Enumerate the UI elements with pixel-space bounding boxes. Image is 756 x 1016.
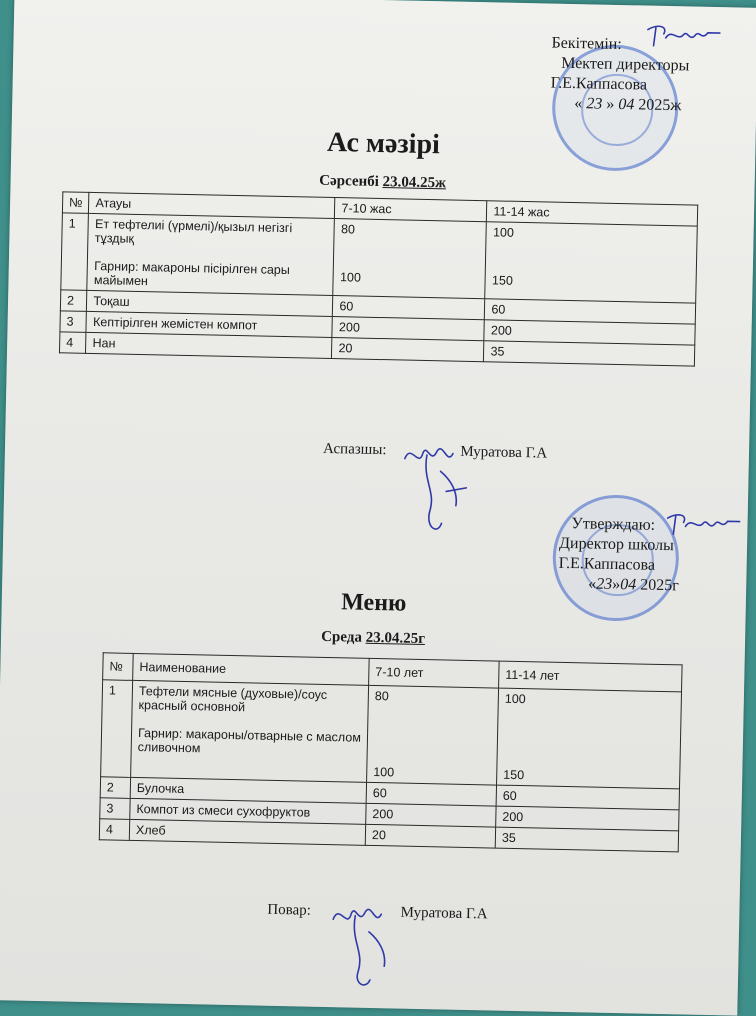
portion-cell: 20	[365, 824, 495, 848]
header-cell: 7-10 жас	[335, 198, 487, 222]
row-number: 1	[101, 680, 133, 778]
portion-cell: 60	[333, 296, 485, 320]
table-row	[101, 680, 682, 789]
header-cell: Атауы	[89, 192, 335, 218]
row-number: 2	[100, 777, 130, 799]
menu-date-kz: Сәрсенбі 23.04.25ж	[319, 172, 447, 192]
row-number: 4	[99, 819, 129, 841]
header-cell: 11-14 жас	[487, 201, 698, 226]
menu-date-ru: Среда 23.04.25г	[321, 628, 426, 648]
row-number: 2	[60, 290, 87, 312]
header-cell: №	[62, 192, 89, 214]
dish-name: Нан	[86, 332, 332, 358]
portion-cell: 100 150	[485, 222, 697, 303]
dish-name: Ет тефтелиі (үрмелі)/қызыл негізгі тұздық Гарнир: макароны пісірілген сары майымен	[87, 213, 335, 295]
approval-name: Г.Е.Каппасова	[558, 554, 656, 574]
approval-date: «23»04 2025г	[588, 575, 679, 595]
menu-title-ru: Меню	[340, 589, 407, 617]
menu-table-ru	[99, 652, 683, 852]
cook-signature	[324, 891, 406, 993]
approval-name: Г.Е.Каппасова	[550, 74, 648, 94]
menu-title-kz: Ас мәзірі	[326, 126, 441, 161]
portion-cell: 80 100	[333, 219, 487, 299]
row-number: 3	[60, 311, 87, 333]
cook-signature	[395, 430, 477, 542]
header-cell: Наименование	[133, 653, 370, 685]
table-row	[61, 213, 697, 303]
portion-cell: 100 150	[497, 688, 682, 789]
dish-name: Тефтели мясные (духовые)/соус красный основной Гарнир: макароны/отварные с маслом сливочном	[131, 680, 369, 782]
portion-cell: 60	[485, 299, 696, 324]
approval-label: Бекітемін:	[551, 34, 622, 54]
row-number: 1	[61, 213, 89, 291]
header-cell: 7-10 лет	[369, 658, 500, 688]
row-number: 4	[59, 332, 86, 354]
approval-block-kz	[550, 34, 690, 117]
cook-line-kz: Аспазшы: Муратова Г.А	[322, 440, 548, 462]
approval-position: Директор школы	[558, 534, 674, 555]
dish-name: Компот из смеси сухофруктов	[130, 798, 366, 824]
dish-name: Хлеб	[129, 819, 365, 845]
approval-label: Утверждаю:	[571, 515, 656, 534]
portion-cell: 35	[484, 341, 695, 366]
row-number: 3	[100, 798, 130, 820]
approval-position: Мектеп директоры	[560, 54, 690, 75]
header-cell: №	[103, 653, 134, 681]
portion-cell: 200	[496, 806, 679, 831]
header-cell: 11-14 лет	[499, 661, 683, 692]
portion-cell: 60	[496, 785, 679, 810]
portion-cell: 60	[366, 782, 496, 806]
portion-cell: 80 100	[367, 685, 499, 785]
portion-cell: 20	[332, 338, 484, 362]
portion-cell: 200	[366, 803, 496, 827]
menu-table-kz	[59, 191, 698, 366]
approval-block-ru	[558, 514, 680, 597]
dish-name: Булочка	[130, 777, 366, 803]
portion-cell: 200	[332, 317, 484, 341]
dish-name: Тоқаш	[87, 290, 333, 316]
approval-date: « 23 » 04 2025ж	[574, 95, 682, 115]
dish-name: Кептірілген жемістен компот	[86, 311, 332, 337]
cook-line-ru: Повар: Муратова Г.А	[267, 901, 488, 923]
portion-cell: 35	[495, 827, 678, 852]
portion-cell: 200	[484, 320, 695, 345]
